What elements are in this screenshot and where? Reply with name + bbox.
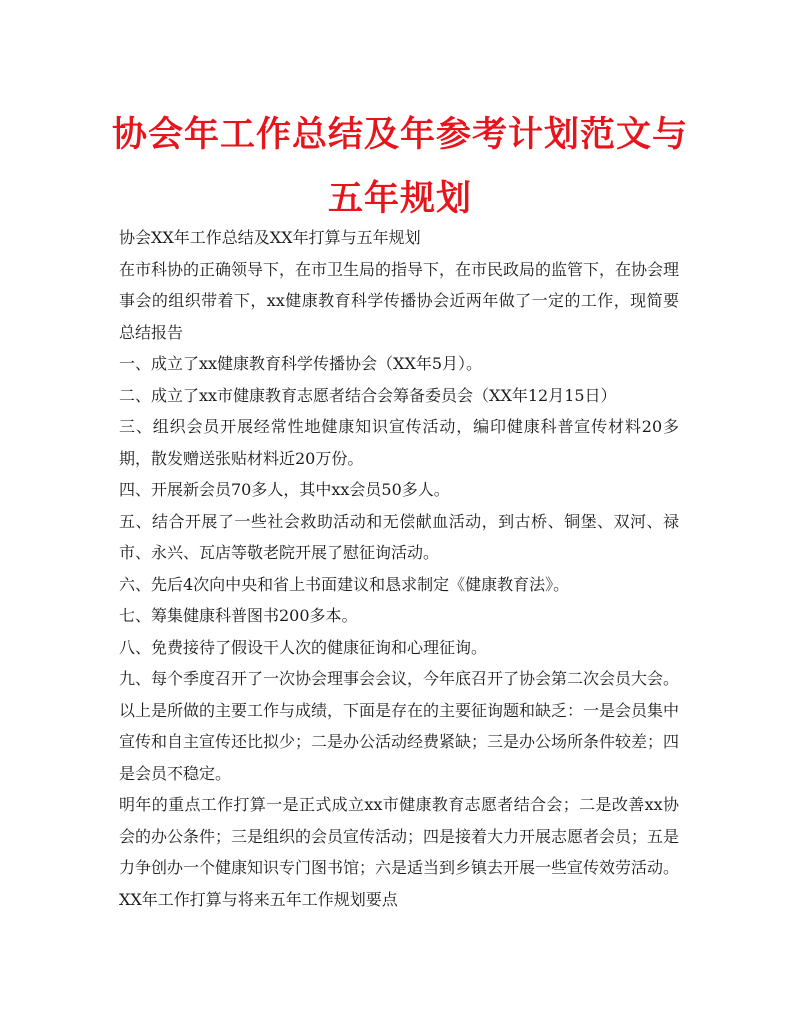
paragraph-problems: 以上是所做的主要工作与成绩，下面是存在的主要征询题和缺乏：一是会员集中宣传和自主宣传还比拟少；二是办公活动经费紧缺；三是办公场所条件较差；四是会员不稳定。 xyxy=(119,700,680,783)
paragraph-item-3: 三、组织会员开展经常性地健康知识宣传活动，编印健康科普宣传材料20多期，散发赠送张贴材料近20万份。 xyxy=(119,417,679,468)
document-body xyxy=(119,222,679,915)
paragraph-subtitle: 协会XX年工作总结及XX年打算与五年规划 xyxy=(119,228,421,247)
paragraph-item-6: 六、先后4次向中央和省上书面建议和恳求制定《健康教育法》。 xyxy=(119,574,570,594)
document-title: 协会年工作总结及年参考计划范文与五年规划 xyxy=(111,115,688,219)
paragraph-section-heading: XX年工作打算与将来五年工作规划要点 xyxy=(119,889,398,909)
paragraph-plans: 明年的重点工作打算一是正式成立xx市健康教育志愿者结合会；二是改善xx协会的办公条件；三是组织的会员宣传活动；四是接着大力开展志愿者会员；五是力争创办一个健康知识专门图书馆；六是适当到乡镇去开展一些宣传效劳活动。 xyxy=(119,795,680,877)
paragraph-item-9: 九、每个季度召开了一次协会理事会会议，今年底召开了协会第二次会员大会。 xyxy=(119,669,680,688)
paragraph-item-2: 二、成立了xx市健康教育志愿者结合会筹备委员会（XX年12月15日） xyxy=(119,385,617,405)
paragraph-item-8: 八、免费接待了假设干人次的健康征询和心理征询。 xyxy=(119,637,488,657)
paragraph-item-7: 七、筹集健康科普图书200多本。 xyxy=(119,606,358,625)
paragraph-item-1: 一、成立了xx健康教育科学传播协会（XX年5月）。 xyxy=(119,354,483,373)
paragraph-intro: 在市科协的正确领导下，在市卫生局的指导下，在市民政局的监管下，在协会理事会的组织带着下，xx健康教育科学传播协会近两年做了一定的工作，现简要总结报告 xyxy=(119,259,680,342)
paragraph-item-5: 五、结合开展了一些社会救助活动和无偿献血活动，到古桥、铜堡、双河、禄市、永兴、瓦店等敬老院开展了慰征询活动。 xyxy=(119,511,679,562)
paragraph-item-4: 四、开展新会员70多人，其中xx会员50多人。 xyxy=(119,480,450,499)
